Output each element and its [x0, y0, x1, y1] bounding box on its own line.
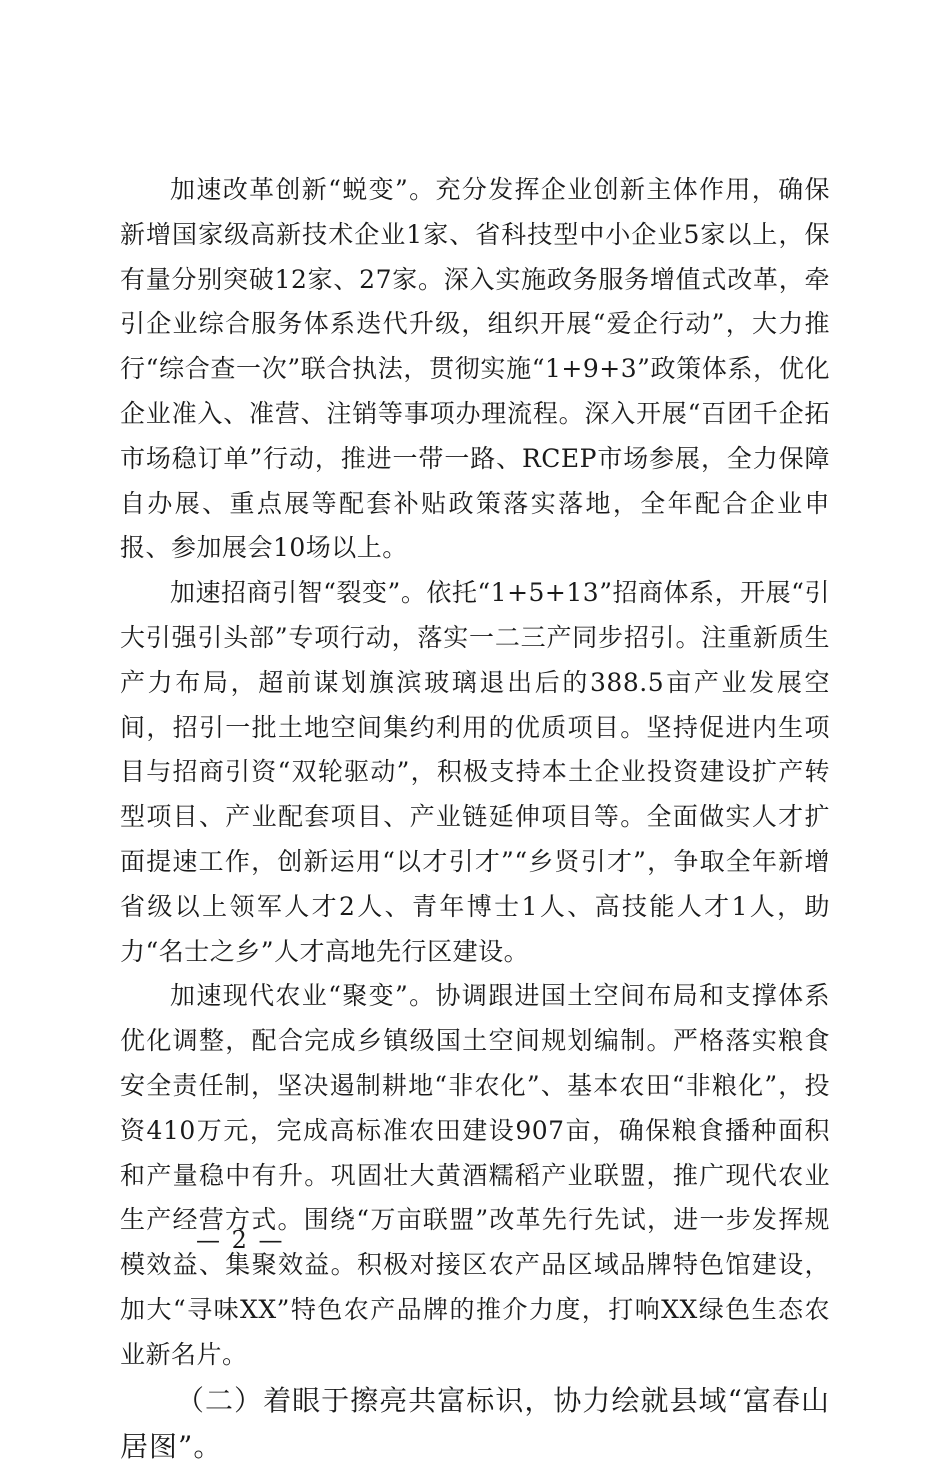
section-heading: （二）着眼于擦亮共富标识，协力绘就县域“富春山居图”。 [120, 1383, 830, 1463]
paragraph-modern-agriculture: 加速现代农业“聚变”。协调跟进国土空间布局和支撑体系优化调整，配合完成乡镇级国土空间规划编制。严格落实粮食安全责任制，坚决遏制耕地“非农化”、基本农田“非粮化”，投资410万元，完成高标准农田建设907亩，确保粮食播种面积和产量稳中有升。巩固壮大黄酒糯稻产业联盟，推广现代农业生产经营方式。围绕“万亩联盟”改革先行先试，进一步发挥规模效益、集聚效益。积极对接区农产品区域品牌特色馆建设，加大“寻味XX”特色农产品牌的推介力度，打响XX绿色生态农业新名片。 [120, 981, 830, 1369]
paragraph-reform-innovation: 加速改革创新“蜕变”。充分发挥企业创新主体作用，确保新增国家级高新技术企业1家、省科技型中小企业5家以上，保有量分别突破12家、27家。深入实施政务服务增值式改革，牵引企业综合服务体系迭代升级，组织开展“爱企行动”，大力推行“综合查一次”联合执法，贯彻实施“1+9+3”政策体系，优化企业准入、准营、注销等事项办理流程。深入开展“百团千企拓市场稳订单”行动，推进一带一路、RCEP市场参展，全力保障自办展、重点展等配套补贴政策落实落地，全年配合企业申报、参加展会10场以上。 [120, 175, 830, 563]
document-body [120, 168, 830, 1470]
page-number: — 2 — [196, 1226, 285, 1254]
paragraph-investment-talent: 加速招商引智“裂变”。依托“1+5+13”招商体系，开展“引大引强引头部”专项行动，落实一二三产同步招引。注重新质生产力布局，超前谋划旗滨玻璃退出后的388.5亩产业发展空间，招引一批土地空间集约利用的优质项目。坚持促进内生项目与招商引资“双轮驱动”，积极支持本土企业投资建设扩产转型项目、产业配套项目、产业链延伸项目等。全面做实人才扩面提速工作，创新运用“以才引才”“乡贤引才”，争取全年新增省级以上领军人才2人、青年博士1人、高技能人才1人，助力“名士之乡”人才高地先行区建设。 [120, 578, 830, 966]
